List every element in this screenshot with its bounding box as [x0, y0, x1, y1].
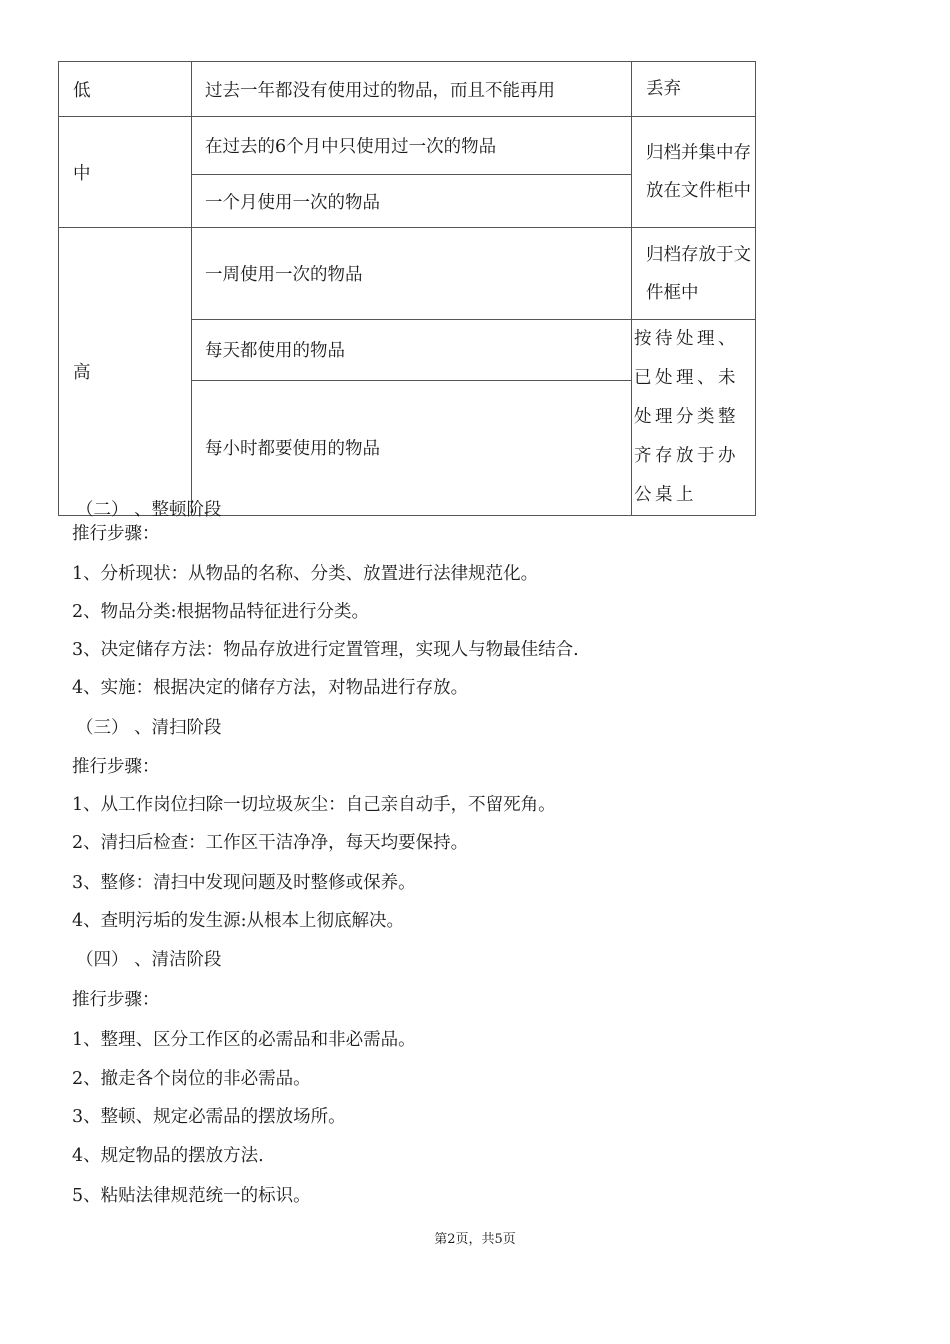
step-item: 4、实施：根据决定的储存方法，对物品进行存放。	[72, 678, 469, 698]
table-row	[59, 62, 756, 117]
item-cell: 一周使用一次的物品	[192, 228, 632, 320]
step-item: 4、查明污垢的发生源:从根本上彻底解决。	[72, 911, 405, 931]
page-footer: 第2页，共5页	[434, 1232, 516, 1247]
step-item: 5、粘贴法律规范统一的标识。	[72, 1186, 311, 1206]
item-cell: 过去一年都没有使用过的物品，而且不能再用	[192, 62, 632, 117]
steps-label: 推行步骤：	[72, 990, 160, 1010]
action-cell: 按待处理、已处理、未处理分类整齐存放于办公桌上	[632, 320, 756, 516]
step-item: 4、规定物品的摆放方法.	[72, 1146, 264, 1166]
step-item: 1、整理、区分工作区的必需品和非必需品。	[72, 1030, 416, 1050]
step-item: 3、整顿、规定必需品的摆放场所。	[72, 1107, 346, 1127]
steps-label: 推行步骤：	[72, 524, 160, 544]
step-item: 2、清扫后检查：工作区干洁净净，每天均要保持。	[72, 833, 469, 853]
step-item: 1、从工作岗位扫除一切垃圾灰尘：自己亲自动手，不留死角。	[72, 795, 556, 815]
section-heading: （三） 、清扫阶段	[76, 718, 222, 738]
steps-label: 推行步骤：	[72, 757, 160, 777]
step-item: 3、整修：清扫中发现问题及时整修或保养。	[72, 873, 416, 893]
action-cell: 归档并集中存放在文件柜中	[632, 117, 756, 228]
item-cell: 每小时都要使用的物品	[192, 380, 632, 515]
step-item: 3、决定储存方法：物品存放进行定置管理，实现人与物最佳结合.	[72, 640, 579, 660]
level-cell: 低	[59, 62, 192, 117]
action-cell: 归档存放于文件框中	[632, 228, 756, 320]
action-cell: 丢弃	[632, 62, 756, 117]
step-item: 1、分析现状：从物品的名称、分类、放置进行法律规范化。	[72, 564, 539, 584]
table-row	[59, 117, 756, 175]
usage-frequency-table	[58, 61, 756, 516]
section-heading: （二） 、整顿阶段	[76, 500, 222, 520]
level-cell: 高	[59, 228, 192, 516]
step-item: 2、物品分类:根据物品特征进行分类。	[72, 602, 370, 622]
item-cell: 一个月使用一次的物品	[192, 175, 632, 228]
level-cell: 中	[59, 117, 192, 228]
item-cell: 在过去的6个月中只使用过一次的物品	[192, 117, 632, 175]
table-row	[59, 228, 756, 320]
item-cell: 每天都使用的物品	[192, 320, 632, 381]
section-heading: （四） 、清洁阶段	[76, 950, 222, 970]
step-item: 2、撤走各个岗位的非必需品。	[72, 1069, 311, 1089]
